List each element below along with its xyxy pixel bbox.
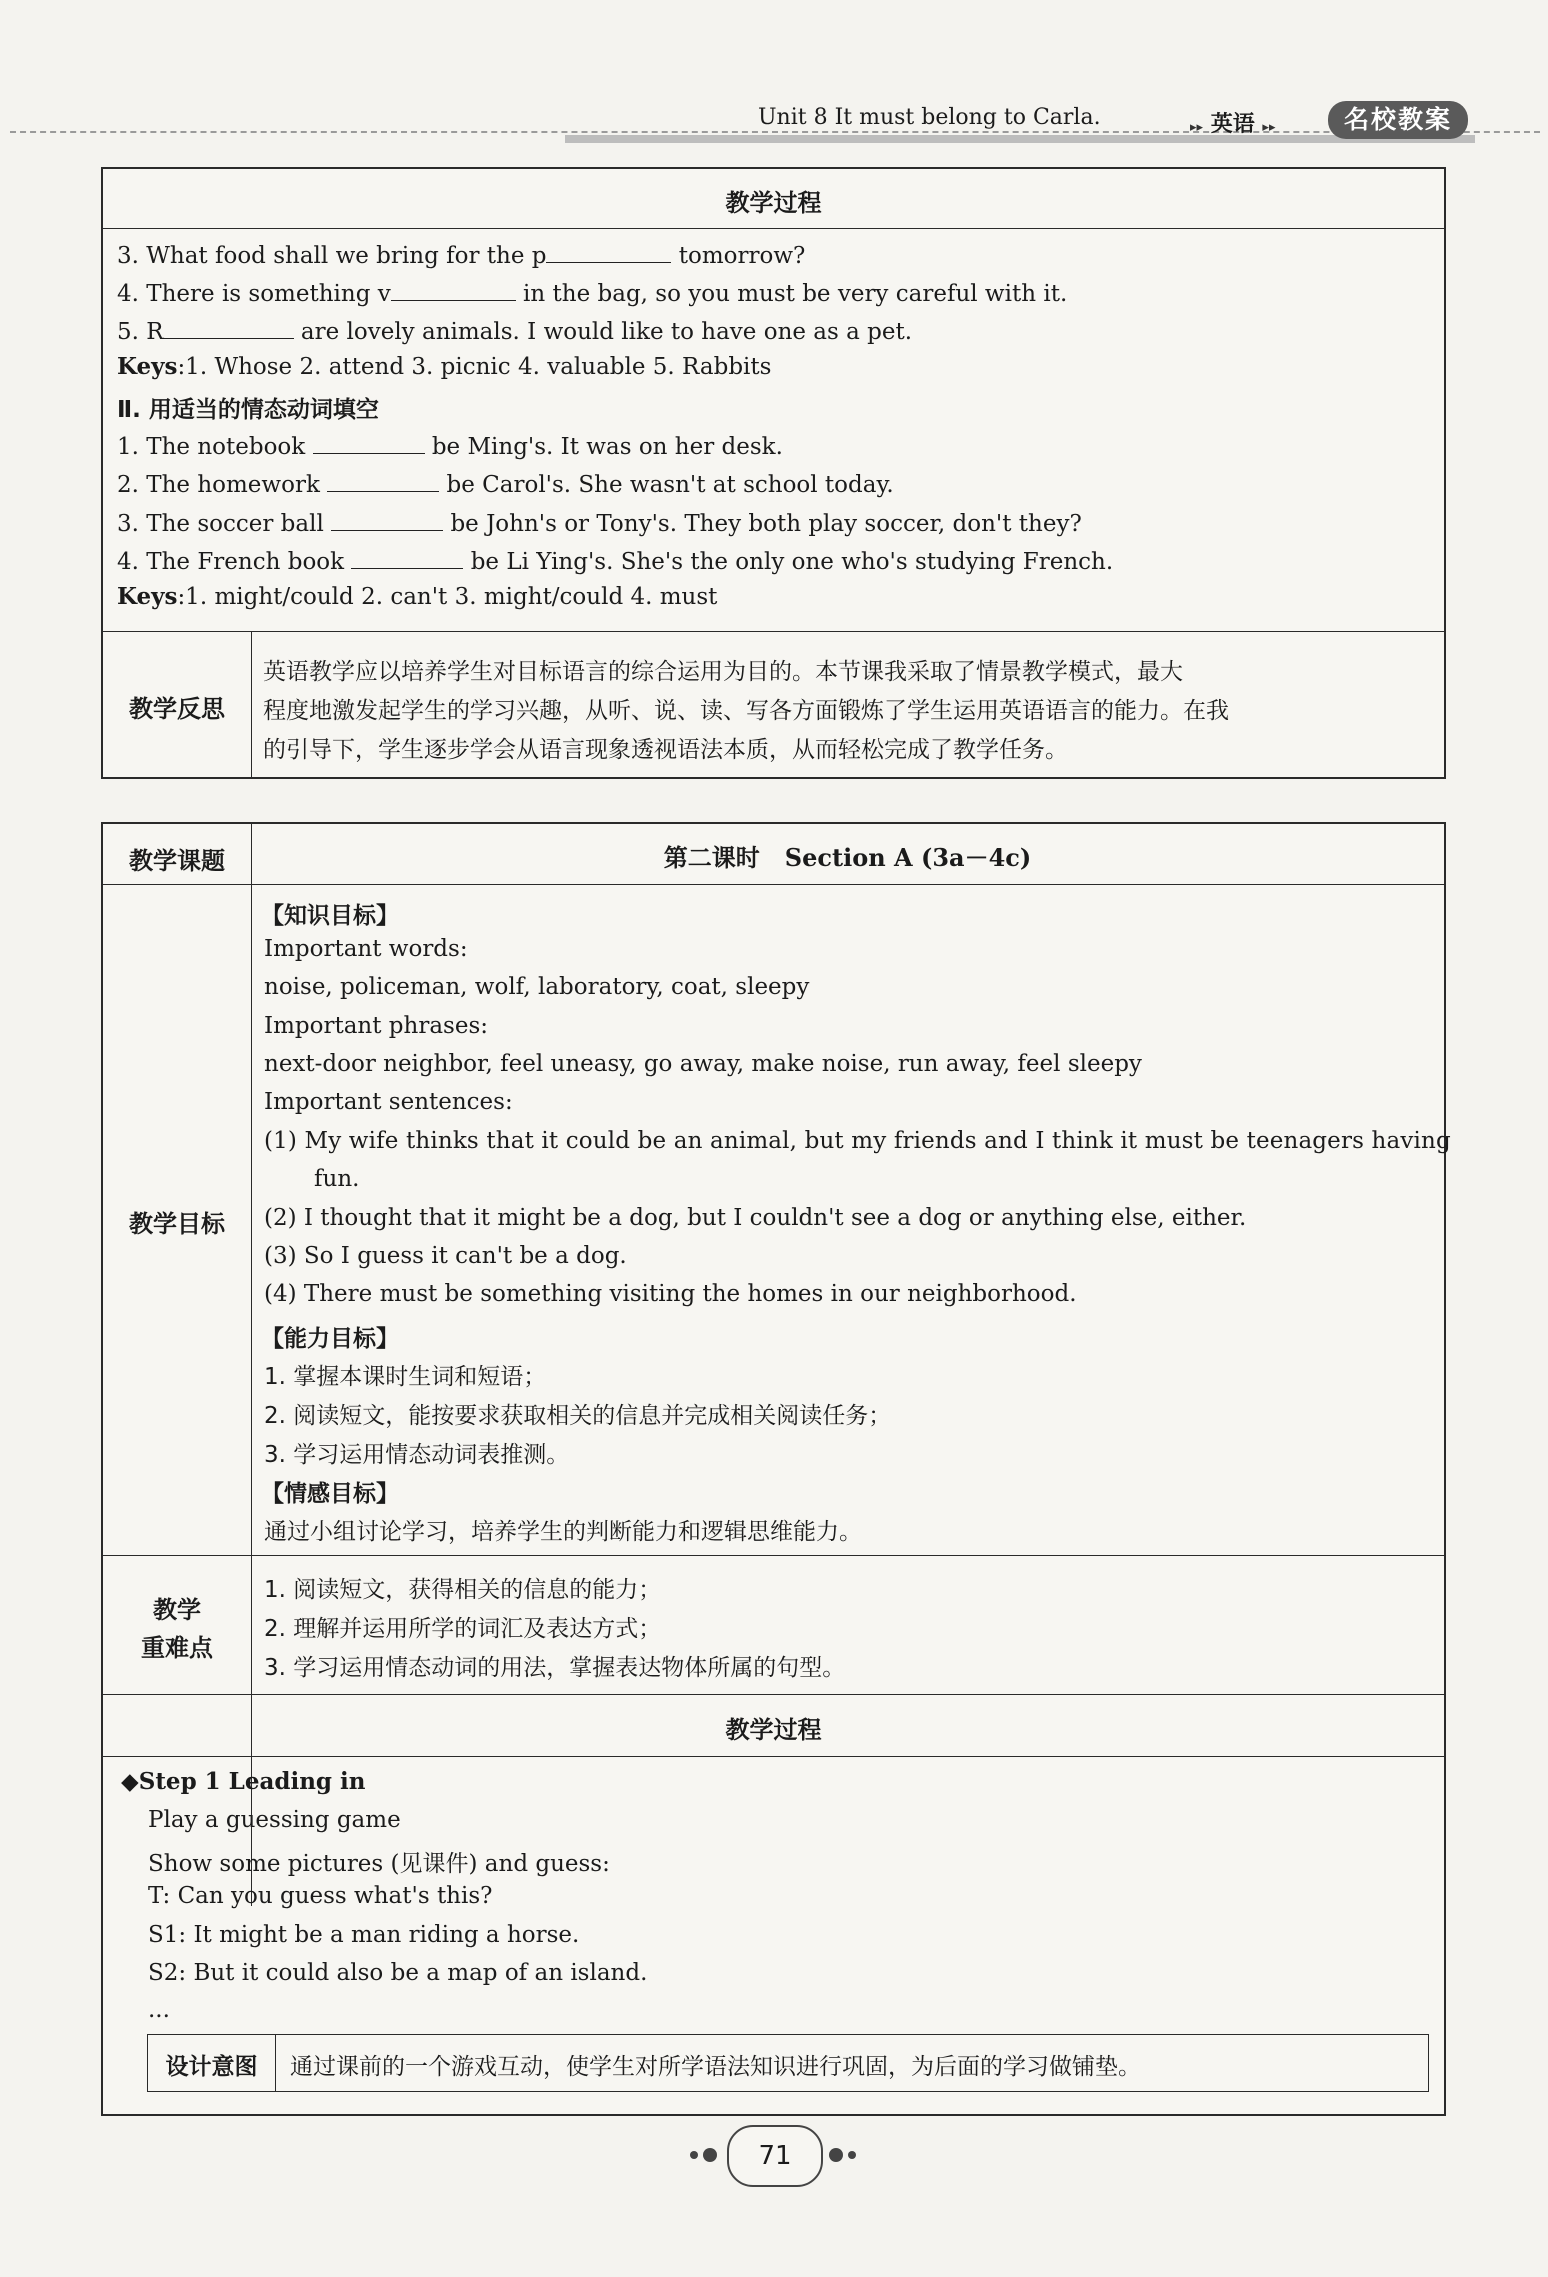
step-heading: [121, 1768, 365, 1795]
blank-line: [351, 545, 463, 569]
item-text: be John's or Tony's. They both play soccer, don't they?: [450, 511, 1082, 537]
item-text: be Carol's. She wasn't at school today.: [446, 472, 894, 498]
item-text: tomorrow?: [678, 243, 806, 269]
topic-en: Section A (3a－4c): [784, 843, 1032, 872]
ability-title: 【能力目标】: [261, 1326, 399, 1352]
subject-text: 英语: [1210, 112, 1255, 137]
item-text: in the bag, so you must be very careful with it.: [523, 281, 1068, 307]
keypoint-item: 3. 学习运用情态动词的用法，掌握表达物体所属的句型。: [264, 1655, 846, 1681]
words-label: Important words:: [264, 936, 468, 962]
subject-label: [1190, 107, 1275, 138]
blank-line: [327, 468, 439, 492]
blank-line: [331, 507, 443, 531]
process-box-1: [101, 167, 1446, 779]
keys-line: [117, 353, 771, 380]
decor-dot: [829, 2148, 843, 2162]
topic-label: 教学课题: [129, 847, 225, 875]
topic-title: [251, 838, 1444, 873]
sentences-label: Important sentences:: [264, 1089, 513, 1115]
arrow-icon: ▸▸: [1190, 120, 1204, 135]
emotion-title: 【情感目标】: [261, 1481, 399, 1507]
page-number: 71: [727, 2125, 823, 2187]
phrases-label: Important phrases:: [264, 1013, 488, 1039]
fill-item: [117, 277, 1067, 307]
unit-title: Unit 8 It must belong to Carla.: [758, 105, 1101, 130]
divider: [103, 1694, 1444, 1695]
blank-line: [164, 315, 294, 339]
divider: [103, 884, 1444, 885]
keys-line: [117, 583, 717, 610]
item-text: be Li Ying's. She's the only one who's studying French.: [470, 549, 1114, 575]
words-list: noise, policeman, wolf, laboratory, coat, sleepy: [264, 974, 810, 1000]
reflection-line: 的引导下，学生逐步学会从语言现象透视语法本质，从而轻松完成了教学任务。: [263, 737, 1068, 763]
ability-item: 2. 阅读短文，能按要求获取相关的信息并完成相关阅读任务；: [264, 1403, 892, 1429]
design-intent-box: [147, 2034, 1429, 2092]
emotion-text: 通过小组讨论学习，培养学生的判断能力和逻辑思维能力。: [264, 1519, 862, 1545]
reflection-line: 英语教学应以培养学生对目标语言的综合运用为目的。本节课我采取了情景教学模式，最大: [263, 659, 1183, 685]
keypoint-item: 1. 阅读短文，获得相关的信息的能力；: [264, 1577, 662, 1603]
item-text: 3. The soccer ball: [117, 511, 324, 537]
item-text: 4. The French book: [117, 549, 345, 575]
section-title: Ⅱ. 用适当的情态动词填空: [117, 397, 379, 423]
design-label: 设计意图: [165, 2054, 258, 2080]
modal-item: [117, 468, 894, 498]
fill-item: [117, 239, 805, 269]
process-title: 教学过程: [725, 1716, 822, 1744]
blank-line: [313, 430, 425, 454]
blank-line: [391, 277, 516, 301]
ability-item: 3. 学习运用情态动词表推测。: [264, 1442, 570, 1468]
step-title: Step 1 Leading in: [138, 1768, 366, 1795]
keypoint-item: 2. 理解并运用所学的词汇及表达方式；: [264, 1616, 662, 1642]
design-text: 通过课前的一个游戏互动，使学生对所学语法知识进行巩固，为后面的学习做铺垫。: [290, 2054, 1141, 2080]
sentence-item: (4) There must be something visiting the homes in our neighborhood.: [264, 1281, 1077, 1307]
keys-text: :1. might/could 2. can't 3. might/could 4. must: [177, 584, 718, 610]
modal-item: [117, 507, 1082, 537]
item-text: 2. The homework: [117, 472, 320, 498]
item-text: 5. R: [117, 319, 164, 345]
step-line: T: Can you guess what's this?: [148, 1883, 493, 1909]
step-line: S1: It might be a man riding a horse.: [148, 1922, 580, 1948]
step-line: S2: But it could also be a map of an island.: [148, 1960, 648, 1986]
series-badge: 名校教案: [1328, 101, 1468, 139]
blank-line: [546, 239, 671, 263]
sentence-item: (2) I thought that it might be a dog, but I couldn't see a dog or anything else, either.: [264, 1205, 1247, 1231]
phrases-list: next-door neighbor, feel uneasy, go away, make noise, run away, feel sleepy: [264, 1051, 1142, 1077]
sentence-item: (1) My wife thinks that it could be an animal, but my friends and I think it must be teenagers having: [264, 1128, 1451, 1154]
process-title: 教学过程: [725, 189, 822, 217]
divider: [275, 2035, 276, 2091]
keys-label: Keys: [117, 353, 178, 380]
arrow-icon: ▸▸: [1262, 120, 1276, 135]
step-line: ...: [148, 1997, 170, 2023]
header-divider: [10, 131, 1540, 133]
step-line: Play a guessing game: [148, 1807, 401, 1833]
lesson-plan-box: [101, 822, 1451, 2116]
item-text: 4. There is something v: [117, 281, 391, 307]
step-line-text: Show some pictures (见课件) and guess:: [148, 1851, 610, 1877]
keys-text: :1. Whose 2. attend 3. picnic 4. valuable 5. Rabbits: [177, 354, 772, 380]
decor-dot: [690, 2151, 698, 2159]
decor-dot: [703, 2148, 717, 2162]
diamond-icon: ◆: [121, 1768, 139, 1795]
item-text: are lovely animals. I would like to have one as a pet.: [300, 319, 913, 345]
reflection-line: 程度地激发起学生的学习兴趣，从听、说、读、写各方面锻炼了学生运用英语语言的能力。在我: [263, 698, 1229, 724]
step-line: [148, 1845, 610, 1878]
modal-item: [117, 430, 783, 460]
topic-cn: 第二课时: [663, 844, 760, 872]
fill-item: [117, 315, 912, 345]
divider: [103, 228, 1444, 229]
divider: [103, 631, 1444, 632]
divider: [251, 631, 252, 777]
keys-label: Keys: [117, 583, 178, 610]
item-text: be Ming's. It was on her desk.: [431, 434, 783, 460]
decor-dot: [848, 2151, 856, 2159]
keypoints-label-2: 重难点: [141, 1634, 213, 1662]
sentence-item: (3) So I guess it can't be a dog.: [264, 1243, 627, 1269]
divider: [103, 1555, 1444, 1556]
modal-item: [117, 545, 1113, 575]
goals-label: 教学目标: [129, 1210, 225, 1238]
knowledge-title: 【知识目标】: [261, 903, 399, 929]
ability-item: 1. 掌握本课时生词和短语；: [264, 1364, 547, 1390]
divider: [103, 1756, 1444, 1757]
item-text: 3. What food shall we bring for the p: [117, 243, 547, 269]
sentence-item: fun.: [314, 1166, 360, 1192]
keypoints-label-1: 教学: [153, 1596, 201, 1624]
item-text: 1. The notebook: [117, 434, 306, 460]
reflection-label: 教学反思: [129, 695, 225, 723]
